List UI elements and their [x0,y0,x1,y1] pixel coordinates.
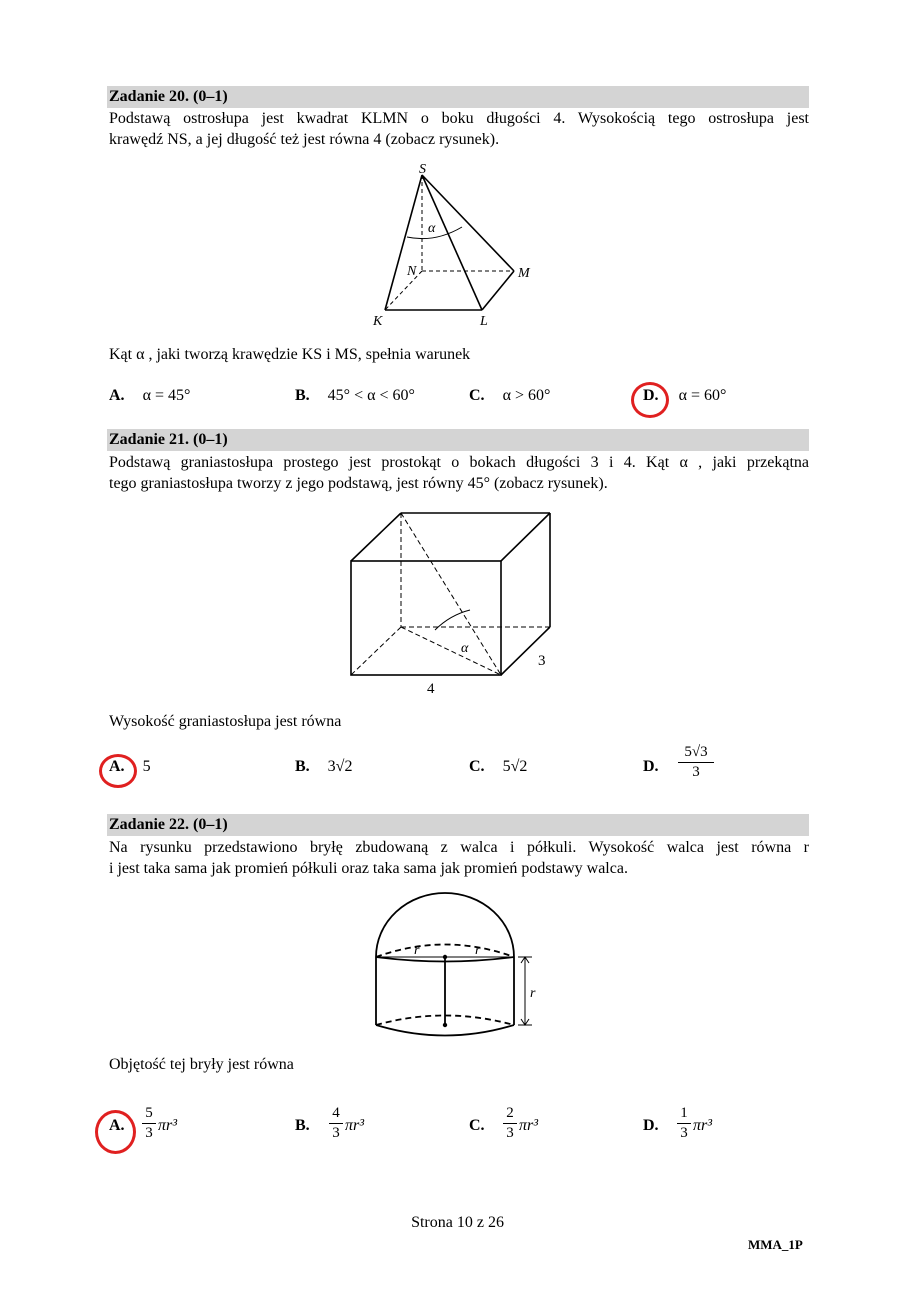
task-22-body-line-1: Na rysunku przedstawiono bryłę zbudowaną z walca i półkuli. Wysokość walca jest równa r [109,839,809,856]
vertex-K-label: K [373,314,383,329]
task-22-header: Zadanie 22. (0–1) [107,814,809,836]
task-22-option-b[interactable] [295,1117,310,1135]
task-22-option-c[interactable] [469,1117,485,1135]
option-label: D. [643,758,659,775]
task-22-option-c-fraction [503,1105,517,1142]
radius-r-label-left: r [414,943,420,958]
fraction-bar [677,1123,691,1124]
task-20-question: Kąt α , jaki tworzą krawędzie KS i MS, spełnia warunek [109,346,471,363]
task-20-body-line-1: Podstawą ostrosłupa jest kwadrat KLMN o boku długości 4. Wysokością tego ostrosłupa jest [109,110,809,127]
angle-alpha-label: α [428,221,436,236]
exam-code: MMA_1P [748,1237,803,1252]
task-22-question: Objętość tej bryły jest równa [109,1056,294,1073]
pyramid-figure [365,157,545,332]
task-21-question: Wysokość graniastosłupa jest równa [109,713,342,730]
fraction-denominator: 3 [692,764,700,780]
task-22-option-b-tail: πr³ [345,1117,365,1134]
cylinder-hemisphere-figure [368,888,558,1048]
task-22-option-d[interactable] [643,1117,659,1135]
fraction-numerator: 1 [680,1105,688,1121]
option-label: C. [469,1117,485,1134]
task-21-header: Zadanie 21. (0–1) [107,429,809,451]
task-20-option-a[interactable] [109,387,190,405]
option-value: α > 60° [502,387,551,404]
fraction-numerator: 2 [506,1105,514,1121]
option-label: D. [643,387,659,404]
fraction-numerator: 5√3 [684,744,708,760]
page-number: Strona 10 z 26 [411,1214,504,1231]
task-21-option-d-fraction [678,744,714,781]
answer-mark-circle [95,1110,136,1154]
option-label: B. [295,1117,310,1134]
option-label: A. [109,758,125,775]
option-label: B. [295,387,310,404]
fraction-numerator: 4 [332,1105,340,1121]
fraction-denominator: 3 [680,1125,688,1141]
vertex-L-label: L [480,314,488,329]
vertex-M-label: M [518,266,530,281]
option-label: A. [109,1117,125,1134]
option-label: D. [643,1117,659,1134]
option-label: B. [295,758,310,775]
angle-alpha-label: α [461,641,469,656]
task-20-body-line-2: krawędź NS, a jej długość też jest równa 4 (zobacz rysunek). [109,131,500,148]
task-21-body-line-2: tego graniastosłupa tworzy z jego podstawą, jest równy 45° (zobacz rysunek). [109,475,608,492]
option-value: α = 45° [142,387,191,404]
task-22-option-b-fraction [329,1105,343,1142]
task-22-option-a-fraction [142,1105,156,1142]
task-21-option-c[interactable] [469,758,527,776]
option-label: A. [109,387,125,404]
option-value: 5 [142,758,151,775]
fraction-denominator: 3 [506,1125,514,1141]
task-22-option-d-tail: πr³ [693,1117,713,1134]
task-22-option-c-tail: πr³ [519,1117,539,1134]
option-value: 3√2 [327,758,353,775]
task-22-option-a-tail: πr³ [158,1117,178,1134]
side-3-label: 3 [538,653,546,669]
fraction-bar [329,1123,343,1124]
option-value: 45° < α < 60° [327,387,415,404]
task-20-option-c[interactable] [469,387,550,405]
fraction-bar [142,1123,156,1124]
fraction-bar [678,762,714,763]
height-r-label: r [530,986,536,1001]
fraction-numerator: 5 [145,1105,153,1121]
fraction-denominator: 3 [332,1125,340,1141]
answer-mark-circle [631,382,669,418]
vertex-S-label: S [419,162,426,177]
radius-r-label-right: r [475,943,481,958]
fraction-bar [503,1123,517,1124]
task-22-body-line-2: i jest taka sama jak promień półkuli oraz taka sama jak promień podstawy walca. [109,860,628,877]
task-21-option-d[interactable] [643,758,659,776]
option-label: C. [469,758,485,775]
answer-mark-circle [99,754,137,788]
option-label: C. [469,387,485,404]
task-22-option-d-fraction [677,1105,691,1142]
task-21-option-b[interactable] [295,758,352,776]
task-20-option-b[interactable] [295,387,415,405]
side-4-label: 4 [427,681,435,697]
option-value: 5√2 [502,758,528,775]
vertex-N-label: N [407,264,417,279]
option-value: α = 60° [678,387,727,404]
task-20-header: Zadanie 20. (0–1) [107,86,809,108]
task-21-body-line-1: Podstawą graniastosłupa prostego jest prostokąt o bokach długości 3 i 4. Kąt α , jaki przekątna [109,454,809,471]
prism-figure [340,505,570,700]
fraction-denominator: 3 [145,1125,153,1141]
